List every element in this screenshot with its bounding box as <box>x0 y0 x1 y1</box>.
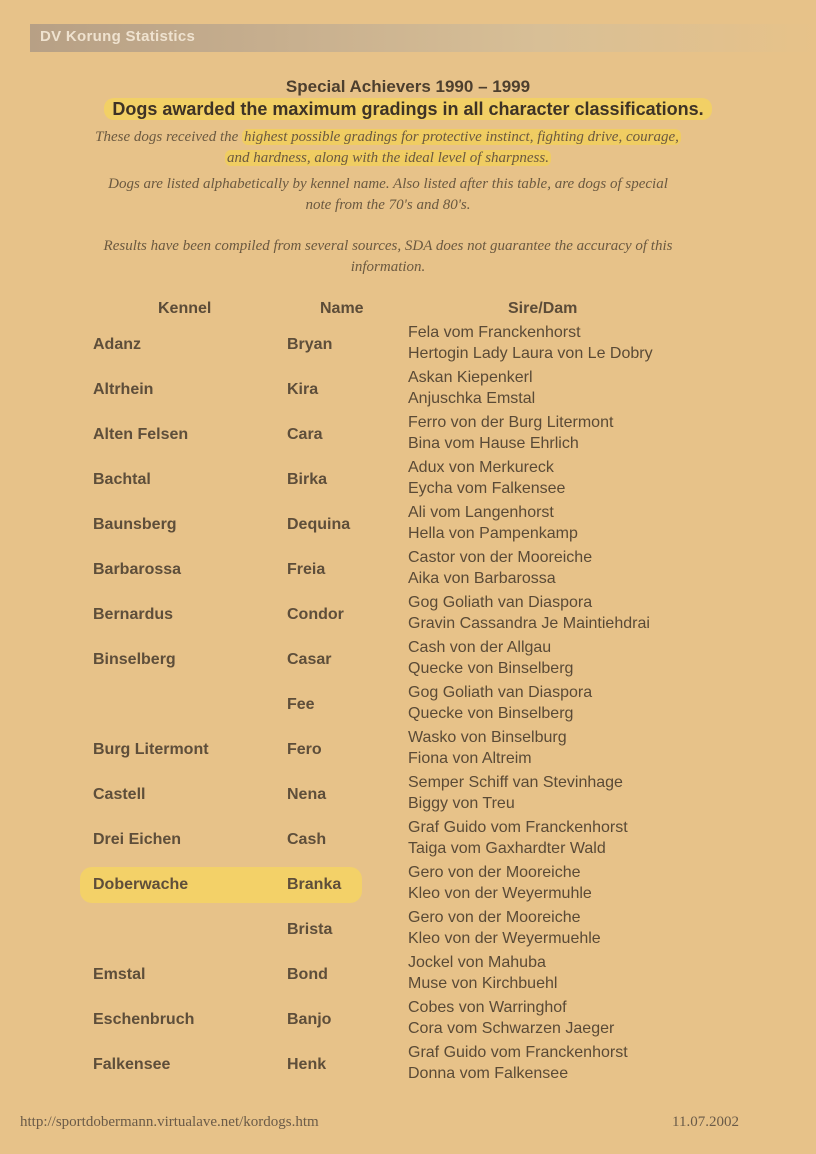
dog-name-cell: Kira <box>287 381 319 398</box>
dam-cell: Gravin Cassandra Je Maintiehdrai <box>408 615 650 632</box>
column-header-kennel: Kennel <box>158 300 212 317</box>
kennel-cell: Binselberg <box>93 651 176 668</box>
sire-cell: Wasko von Binselburg <box>408 729 567 746</box>
sire-cell: Gog Goliath van Diaspora <box>408 594 593 611</box>
dam-cell: Taiga vom Gaxhardter Wald <box>408 840 606 857</box>
table-row <box>0 549 816 594</box>
table-row <box>0 954 816 999</box>
disclaimer-line2: information. <box>350 259 426 275</box>
table-row <box>0 459 816 504</box>
table-row <box>0 819 816 864</box>
dam-cell: Aika von Barbarossa <box>408 570 556 587</box>
disclaimer-line1: Results have been compiled from several sources, SDA does not guarantee the accuracy of this <box>103 238 673 254</box>
dam-cell: Kleo von der Weyermuhle <box>408 885 592 902</box>
dog-name-cell: Freia <box>287 561 326 578</box>
intro-line2-highlight: and hardness, along with the ideal level of sharpness. <box>227 150 549 166</box>
column-header-siredam: Sire/Dam <box>508 300 578 317</box>
sire-cell: Cobes von Warringhof <box>408 999 567 1016</box>
dog-name-cell: Bond <box>287 966 328 983</box>
kennel-cell: Falkensee <box>93 1056 171 1073</box>
dog-name-cell: Banjo <box>287 1011 332 1028</box>
dog-name-cell: Cara <box>287 426 323 443</box>
dam-cell: Quecke von Binselberg <box>408 705 574 722</box>
kennel-cell: Barbarossa <box>93 561 182 578</box>
sire-cell: Castor von der Mooreiche <box>408 549 593 566</box>
intro-line1-pre: These dogs received the <box>95 129 243 145</box>
sire-cell: Semper Schiff van Stevinhage <box>408 774 623 791</box>
table-row <box>0 774 816 819</box>
dam-cell: Hertogin Lady Laura von Le Dobry <box>408 345 653 362</box>
sorting-note-line1: Dogs are listed alphabetically by kennel name. Also listed after this table, are dogs of special <box>108 176 668 192</box>
sire-cell: Graf Guido vom Franckenhorst <box>408 1044 628 1061</box>
kennel-cell: Doberwache <box>93 876 189 893</box>
table-row <box>0 504 816 549</box>
sire-cell: Adux von Merkureck <box>408 459 554 476</box>
dog-name-cell: Nena <box>287 786 327 803</box>
dam-cell: Quecke von Binselberg <box>408 660 574 677</box>
dam-cell: Kleo von der Weyermuehle <box>408 930 601 947</box>
dog-name-cell: Condor <box>287 606 344 623</box>
header-banner <box>30 24 816 52</box>
dog-name-cell: Dequina <box>287 516 351 533</box>
kennel-cell: Burg Litermont <box>93 741 209 758</box>
sire-cell: Gero von der Mooreiche <box>408 909 581 926</box>
dog-name-cell: Birka <box>287 471 328 488</box>
table-row <box>0 369 816 414</box>
dam-cell: Anjuschka Emstal <box>408 390 536 407</box>
kennel-cell: Bachtal <box>93 471 151 488</box>
sire-cell: Ali vom Langenhorst <box>408 504 554 521</box>
sire-cell: Cash von der Allgau <box>408 639 552 656</box>
intro-line1-highlight: highest possible gradings for protective instinct, fighting drive, courage, <box>244 129 679 145</box>
sire-cell: Gero von der Mooreiche <box>408 864 581 881</box>
table-row <box>0 324 816 369</box>
dam-cell: Muse von Kirchbuehl <box>408 975 558 992</box>
dog-name-cell: Cash <box>287 831 327 848</box>
dog-name-cell: Casar <box>287 651 332 668</box>
kennel-cell: Altrhein <box>93 381 154 398</box>
table-row <box>0 729 816 774</box>
kennel-cell: Bernardus <box>93 606 174 623</box>
page-subtitle <box>0 99 816 120</box>
sorting-note-line2: note from the 70's and 80's. <box>305 197 471 213</box>
table-row <box>0 639 816 684</box>
dam-cell: Hella von Pampenkamp <box>408 525 578 542</box>
table-row <box>0 1044 816 1089</box>
table-row <box>0 684 816 729</box>
dam-cell: Biggy von Treu <box>408 795 515 812</box>
dog-name-cell: Bryan <box>287 336 333 353</box>
table-row <box>0 414 816 459</box>
dam-cell: Fiona von Altreim <box>408 750 532 767</box>
sorting-note <box>30 174 746 216</box>
sire-cell: Askan Kiepenkerl <box>408 369 533 386</box>
kennel-cell: Alten Felsen <box>93 426 189 443</box>
page-title: Special Achievers 1990 – 1999 <box>285 77 531 96</box>
table-row-highlighted <box>0 864 816 909</box>
kennel-cell: Castell <box>93 786 146 803</box>
sire-cell: Jockel von Mahuba <box>408 954 546 971</box>
column-header-name: Name <box>320 300 364 317</box>
kennel-cell: Baunsberg <box>93 516 177 533</box>
banner-text: DV Korung Statistics <box>40 28 196 45</box>
dog-name-cell: Henk <box>287 1056 327 1073</box>
kennel-cell: Emstal <box>93 966 146 983</box>
footer-url: http://sportdobermann.virtualave.net/kordogs.htm <box>20 1114 319 1130</box>
disclaimer <box>30 236 746 278</box>
kennel-cell: Drei Eichen <box>93 831 182 848</box>
table-row <box>0 999 816 1044</box>
dog-name-cell: Fee <box>287 696 315 713</box>
table-row <box>0 909 816 954</box>
dam-cell: Cora vom Schwarzen Jaeger <box>408 1020 615 1037</box>
dam-cell: Bina vom Hause Ehrlich <box>408 435 579 452</box>
dog-name-cell: Brista <box>287 921 333 938</box>
kennel-cell: Eschenbruch <box>93 1011 195 1028</box>
sire-cell: Graf Guido vom Franckenhorst <box>408 819 628 836</box>
dam-cell: Donna vom Falkensee <box>408 1065 569 1082</box>
dog-name-cell: Branka <box>287 876 342 893</box>
dog-name-cell: Fero <box>287 741 322 758</box>
sire-cell: Fela vom Franckenhorst <box>408 324 581 341</box>
table-row <box>0 594 816 639</box>
kennel-cell: Adanz <box>93 336 141 353</box>
dam-cell: Eycha vom Falkensee <box>408 480 566 497</box>
sire-cell: Ferro von der Burg Litermont <box>408 414 614 431</box>
intro-paragraph <box>30 127 746 169</box>
sire-cell: Gog Goliath van Diaspora <box>408 684 593 701</box>
subtitle-text: Dogs awarded the maximum gradings in all character classifications. <box>104 98 711 120</box>
footer-date: 11.07.2002 <box>672 1114 739 1130</box>
